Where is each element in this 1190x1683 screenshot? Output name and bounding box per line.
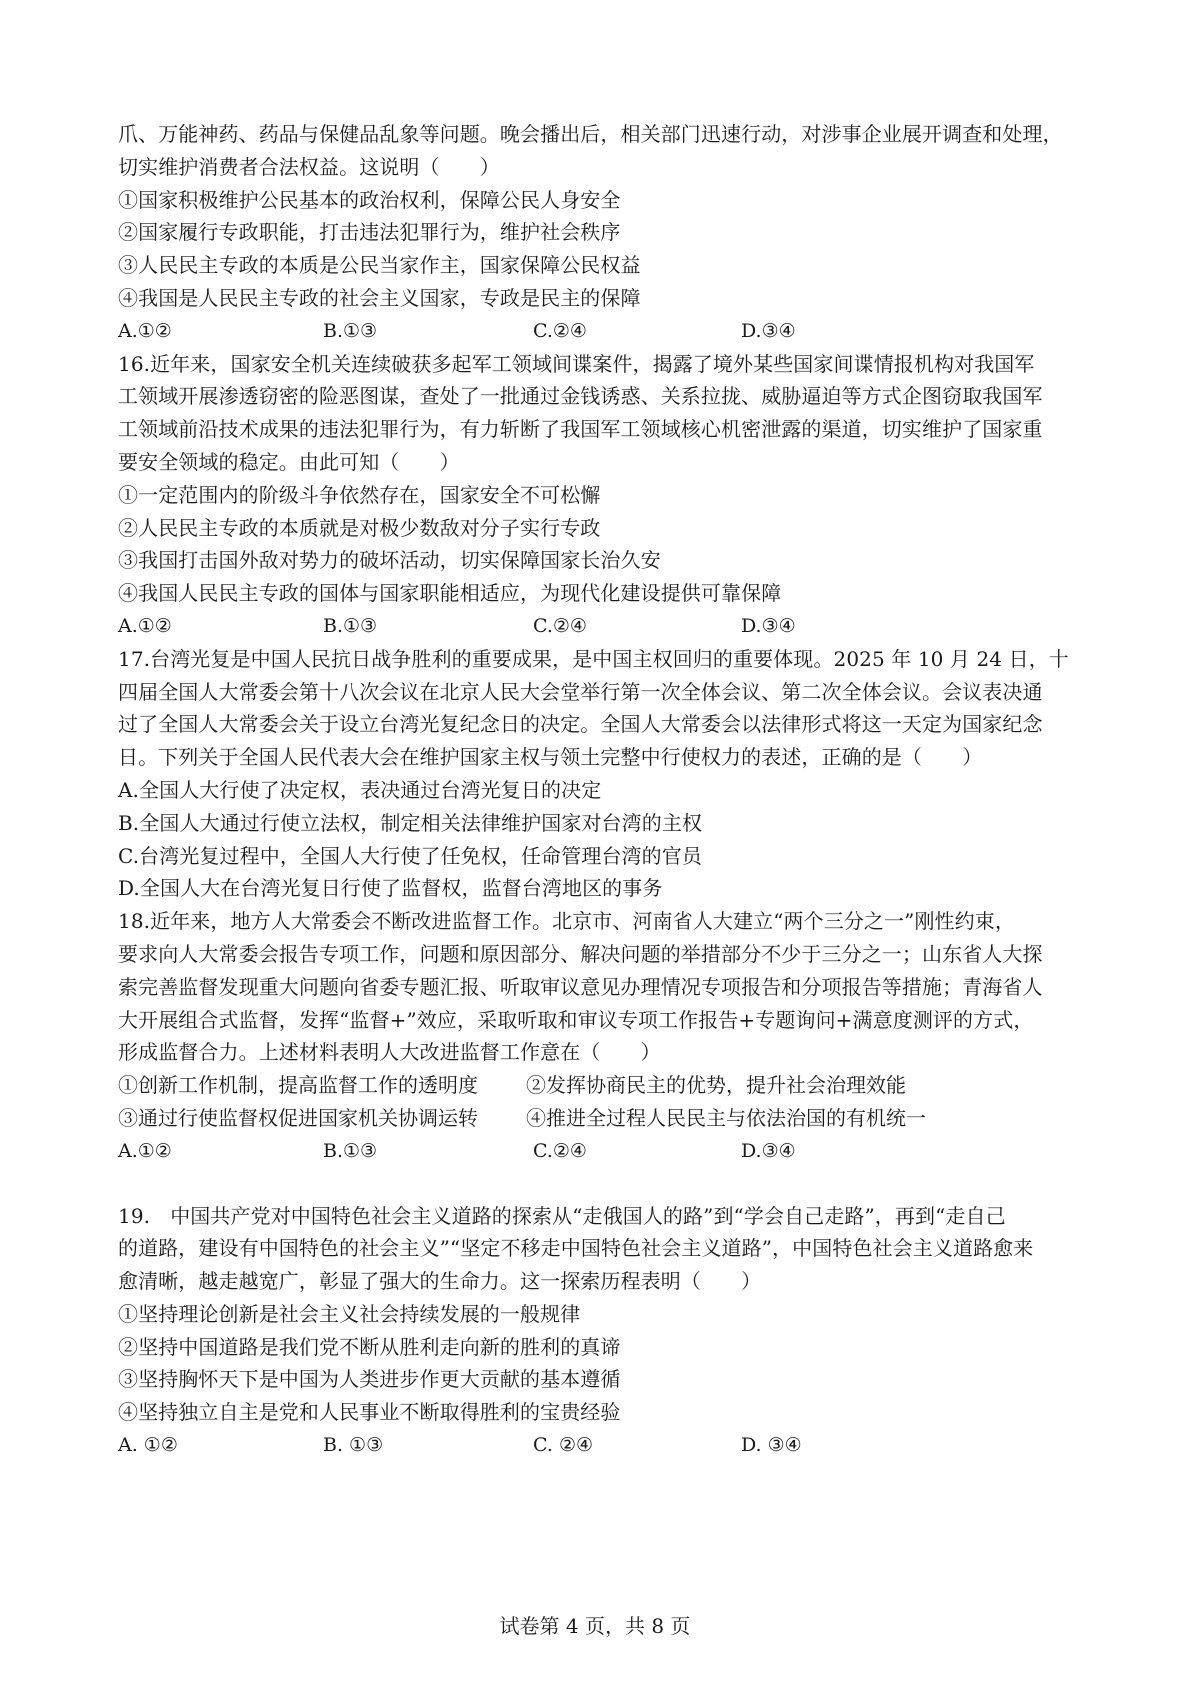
option-b: B. ①③ (323, 1434, 384, 1457)
question-19-stem-line-3: 愈清晰，越走越宽广，彰显了强大的生命力。这一探索历程表明（ ） (118, 1269, 762, 1294)
option-c: C.②④ (533, 1139, 587, 1162)
option-a: A. ①② (118, 1434, 178, 1457)
question-18 (118, 905, 1098, 1167)
question-15-stem-line-1: 爪、万能神药、药品与保健品乱象等问题。晚会播出后，相关部门迅速行动，对涉事企业展开调查和处理， (118, 122, 1063, 146)
option-a: A.①② (118, 1139, 172, 1162)
question-18-statement-1: ①创新工作机制，提高监督工作的透明度 (118, 1073, 478, 1098)
option-d: D. ③④ (741, 1434, 802, 1457)
option-b: B.①③ (323, 1139, 378, 1162)
question-16-stem-line-3: 工领域前沿技术成果的违法犯罪行为，有力斩断了我国军工领域核心机密泄露的渠道，切实维护了国家重 (118, 417, 1043, 442)
question-18-stem-line-4: 大开展组合式监督，发挥“监督+”效应，采取听取和审议专项工作报告+专题询问+满意度测评的方式， (118, 1007, 1034, 1032)
question-15-options (118, 315, 1098, 348)
question-19-statement-4: ④坚持独立自主是党和人民事业不断取得胜利的宝贵经验 (118, 1400, 621, 1425)
question-19-statement-1: ①坚持理论创新是社会主义社会持续发展的一般规律 (118, 1301, 581, 1326)
question-19-stem-line-1: 19. 中国共产党对中国特色社会主义道路的探索从“走俄国人的路”到“学会自己走路”，再到“走自己 (118, 1203, 1006, 1228)
question-18-statements-row-2 (118, 1102, 1098, 1135)
question-15-statement-2: ②国家履行专政职能，打击违法犯罪行为，维护社会秩序 (118, 220, 621, 245)
question-16 (118, 348, 1098, 643)
option-d: D.③④ (741, 319, 796, 342)
question-16-statement-1: ①一定范围内的阶级斗争依然存在，国家安全不可松懈 (118, 482, 601, 507)
question-15 (118, 118, 1098, 348)
question-17-choice-a: A.全国人大行使了决定权，表决通过台湾光复日的决定 (118, 777, 602, 802)
question-17-stem-line-3: 过了全国人大常委会关于设立台湾光复纪念日的决定。全国人大常委会以法律形式将这一天定为国家纪念 (118, 712, 1043, 737)
question-19 (118, 1200, 1098, 1462)
question-19-statement-2: ②坚持中国道路是我们党不断从胜利走向新的胜利的真谛 (118, 1334, 621, 1359)
question-17-stem-line-4: 日。下列关于全国人民代表大会在维护国家主权与领土完整中行使权力的表述，正确的是（ ） (118, 745, 983, 770)
question-18-stem-line-2: 要求向人大常委会报告专项工作，问题和原因部分、解决问题的举措部分不少于三分之一；山东省人大探 (118, 941, 1043, 966)
question-17-choice-b: B.全国人大通过行使立法权，制定相关法律维护国家对台湾的主权 (118, 810, 703, 835)
question-19-statement-3: ③坚持胸怀天下是中国为人类进步作更大贡献的基本遵循 (118, 1367, 621, 1392)
question-18-stem-line-3: 索完善监督发现重大问题向省委专题汇报、听取审议意见办理情况专项报告和分项报告等措施；青海省人 (118, 974, 1043, 999)
question-18-stem-line-5: 形成监督合力。上述材料表明人大改进监督工作意在（ ） (118, 1040, 661, 1065)
option-a: A.①② (118, 319, 172, 342)
question-16-stem-line-2: 工领域开展渗透窃密的险恶图谋，查处了一批通过金钱诱惑、关系拉拢、威胁逼迫等方式企图窃取我国军 (118, 384, 1043, 409)
question-19-stem-line-2: 的道路，建设有中国特色的社会主义”“坚定不移走中国特色社会主义道路”，中国特色社会主义道路愈来 (118, 1236, 1034, 1261)
exam-page (118, 118, 1098, 1462)
section-gap (118, 1168, 1098, 1200)
option-c: C.②④ (533, 319, 587, 342)
question-18-statement-3: ③通过行使监督权促进国家机关协调运转 (118, 1105, 478, 1130)
option-a: A.①② (118, 614, 172, 637)
question-15-statement-4: ④我国是人民民主专政的社会主义国家，专政是民主的保障 (118, 285, 641, 310)
question-18-statement-2: ②发挥协商民主的优势，提升社会治理效能 (526, 1073, 906, 1098)
option-c: C.②④ (533, 614, 587, 637)
question-16-statement-3: ③我国打击国外敌对势力的破坏活动，切实保障国家长治久安 (118, 548, 661, 573)
question-16-statement-4: ④我国人民民主专政的国体与国家职能相适应，为现代化建设提供可靠保障 (118, 581, 782, 606)
question-18-statements-row-1 (118, 1069, 1098, 1102)
question-16-options (118, 610, 1098, 643)
option-b: B.①③ (323, 614, 378, 637)
question-18-statement-4: ④推进全过程人民民主与依法治国的有机统一 (526, 1105, 926, 1130)
question-18-stem-line-1: 18.近年来，地方人大常委会不断改进监督工作。北京市、河南省人大建立“两个三分之一”刚性约束， (118, 909, 1015, 934)
option-c: C. ②④ (533, 1434, 594, 1457)
option-d: D.③④ (741, 614, 796, 637)
option-d: D.③④ (741, 1139, 796, 1162)
question-17-choice-c: C.台湾光复过程中，全国人大行使了任免权，任命管理台湾的官员 (118, 843, 702, 868)
question-17-stem-line-1: 17.台湾光复是中国人民抗日战争胜利的重要成果，是中国主权回归的重要体现。2025 年 10 月 24 日，十 (118, 646, 1069, 671)
question-18-options (118, 1135, 1098, 1168)
question-16-stem-line-4: 要安全领域的稳定。由此可知（ ） (118, 449, 460, 474)
question-15-statement-3: ③人民民主专政的本质是公民当家作主，国家保障公民权益 (118, 253, 641, 278)
question-17-choice-d: D.全国人大在台湾光复日行使了监督权，监督台湾地区的事务 (118, 876, 663, 901)
question-15-stem-line-2: 切实维护消费者合法权益。这说明（ ） (118, 154, 500, 179)
page-footer: 试卷第 4 页，共 8 页 (499, 1614, 691, 1638)
question-17-stem-line-2: 四届全国人大常委会第十八次会议在北京人民大会堂举行第一次全体会议、第二次全体会议。会议表决通 (118, 679, 1043, 704)
question-16-stem-line-1: 16.近年来，国家安全机关连续破获多起军工领域间谍案件，揭露了境外某些国家间谍情报机构对我国军 (118, 351, 1035, 376)
question-15-statement-1: ①国家积极维护公民基本的政治权利，保障公民人身安全 (118, 187, 621, 212)
question-16-statement-2: ②人民民主专政的本质就是对极少数敌对分子实行专政 (118, 515, 601, 540)
question-19-options (118, 1429, 1098, 1462)
option-b: B.①③ (323, 319, 378, 342)
question-17 (118, 643, 1098, 905)
